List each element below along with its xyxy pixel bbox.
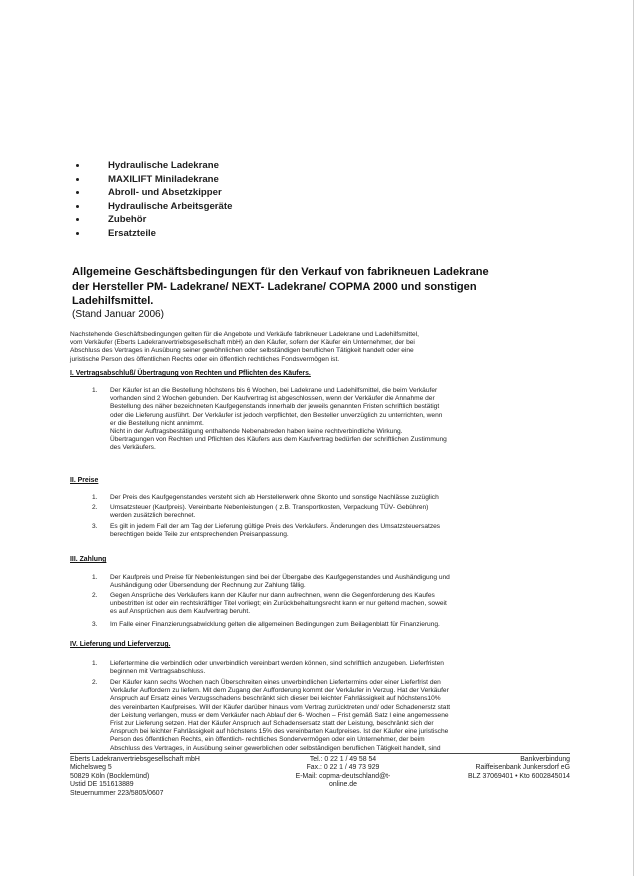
intro-line: Abschluss des Vertrages in Ausübung seiner gewöhnlichen oder selbständigen beruflichen Tätigkeit handelt oder eine	[70, 347, 414, 355]
clause-text	[110, 504, 428, 520]
clause-line: des vereinbarten Kaufpreises. Will der Käufer darüber hinaus vom Vertrag zurücktreten und/ oder Schadenerstz statt	[110, 703, 451, 711]
footer-divider	[70, 753, 570, 754]
clause-number: 2.	[92, 504, 98, 511]
clause-text	[110, 523, 440, 539]
footer-line: Eberts Ladekranvertriebsgesellschaft mbH	[70, 756, 200, 763]
clause-line: Übertragungen von Rechten und Pflichten des Käufers aus dem Kaufvertrag bedürfen der schriftlichen Zustimmung	[110, 436, 447, 444]
product-label: Ersatzteile	[108, 227, 156, 239]
product-label: Zubehör	[108, 214, 147, 226]
clause-line: Es gilt in jedem Fall der am Tag der Lieferung gültige Preis des Verkäufers. Änderungen des Umsatzsteuersatzes	[110, 523, 441, 530]
clause-number: 1.	[92, 494, 98, 501]
clause-line: vorhanden sind 2 Wochen gebunden. Der Kaufvertrag ist abgeschlossen, wenn der Verkäufer die Annahme der	[110, 395, 435, 403]
clause-line: der Leistung verlangen, muss er dem Verkäufer nach Ablauf der 6- Wochen – Frist gemäß Satz l eine angemessene	[110, 711, 449, 719]
clause-number: 3.	[92, 621, 98, 628]
page-edge	[633, 0, 634, 876]
clause-text	[110, 494, 439, 502]
product-item	[76, 186, 232, 200]
bullet-icon	[76, 191, 79, 194]
product-label: Hydraulische Ladekrane	[108, 160, 219, 171]
clause-text	[110, 621, 440, 629]
clause-line: er die Bestellung nicht annimmt.	[110, 419, 204, 427]
product-label: Hydraulische Arbeitsgeräte	[108, 200, 233, 212]
footer-line: 50829 Köln (Bocklemünd)	[70, 772, 150, 780]
clause-line: Frist zur Lieferung setzen. Hat der Käufer Anspruch auf Schadensersatz statt der Leistung, beschränkt sich der	[110, 720, 434, 728]
section-heading-vertragsabschluss: I. Vertragsabschluß/ Übertragung von Rechten und Pflichten des Käufers.	[70, 370, 311, 377]
clause-line: des Verkäufers.	[110, 444, 156, 452]
product-item	[76, 213, 232, 227]
clause-text	[110, 660, 444, 676]
clause-line: Der Käufer ist an die Bestellung höchstens bis 6 Wochen, bei Ladekrane und Ladehilfsmittel, die beim Verkäufer	[110, 387, 438, 394]
product-label: Abroll- und Absetzkipper	[108, 187, 222, 199]
clause-line: Der Preis des Kaufgegenstandes versteht sich ab Herstellerwerk ohne Skonto und sonstige Nachlässe zuzüglich	[110, 494, 439, 501]
title-line: Ladehilfsmittel.	[72, 295, 154, 308]
title-line: der Hersteller PM- Ladekrane/ NEXT- Ladekrane/ COPMA 2000 und sonstigen	[72, 280, 477, 293]
footer-line: Tel.: 0 22 1 / 49 58 54	[309, 756, 377, 763]
clause-number: 3.	[92, 523, 98, 530]
footer-line: Raiffeisenbank Junkersdorf eG	[475, 764, 570, 772]
clause-line: Der Kaufpreis und Preise für Nebenleistungen sind bei der Übergabe des Kaufgegenstandes und Aushändigung und	[110, 574, 450, 581]
clause-line: beginnen mit Vertragsabschluss.	[110, 668, 206, 676]
clause-line: Person des öffentlichen Rechts, ein öffentlich- rechtliches Sondervermögen oder ein Unternehmer, der beim	[110, 736, 425, 744]
clause-text	[110, 679, 450, 753]
clause-line: Gegen Ansprüche des Verkäufers kann der Käufer nur dann aufrechnen, wenn die Gegenforderung des Kaufes	[110, 592, 435, 599]
clause-line: Aushändigung oder Übersendung der Rechnung zur Zahlung fällig.	[110, 582, 306, 590]
footer-line: BLZ 37069401 • Kto 6002845014	[467, 772, 570, 780]
clause-line: Bestellung des näher bezeichneten Kaufgegenstands innerhalb der jeweils genannten Fristen schriftlich bestätigt	[110, 403, 440, 411]
clause-line: Nicht in der Auftragsbestätigung enthaltende Nebenabreden haben keine rechtverbindliche Wirkung.	[110, 428, 403, 436]
clause-number: 1.	[92, 660, 98, 667]
clause-line: Umsatzsteuer (Kaufpreis). Vereinbarte Nebenleistungen ( z.B. Transportkosten, Verpackung TÜV- Gebühren)	[110, 504, 429, 511]
footer-bank	[420, 756, 570, 781]
bullet-icon	[76, 205, 79, 208]
intro-line: juristische Person des öffentlichen Rechts oder ein öffentlich rechtliches Fondsvermögen ist.	[70, 355, 340, 363]
clause-line: Abschluss des Vertrages, in Ausübung seiner gewerblichen oder selbständigen beruflichen Tätigkeit handelt, sind	[110, 744, 441, 752]
clause-text	[110, 387, 447, 453]
clause-number: 2.	[92, 679, 98, 686]
title-line: Allgemeine Geschäftsbedingungen für den Verkauf von fabrikneuen Ladekrane	[72, 266, 489, 278]
clause-text	[110, 574, 450, 590]
product-list	[76, 159, 232, 241]
footer-line: online.de	[329, 781, 357, 789]
product-item	[76, 227, 232, 241]
clause-number: 1.	[92, 387, 98, 394]
bullet-icon	[76, 232, 79, 235]
product-item	[76, 173, 232, 187]
product-label: MAXILIFT Miniladekrane	[108, 173, 219, 185]
clause-text	[110, 592, 447, 617]
clause-line: Liefertermine die verbindlich oder unverbindlich vereinbart werden können, sind schriftlich anzugeben. Lieferfristen	[110, 660, 444, 667]
footer-line: E-Mail: copma-deutschland@t-	[295, 772, 391, 780]
clause-line: werden zusätzlich berechnet.	[110, 512, 196, 520]
footer-line: Fax.: 0 22 1 / 49 73 929	[306, 764, 380, 772]
footer-contact	[268, 756, 418, 790]
clause-line: oder die Lieferung ausführt. Der Verkäufer ist jedoch verpflichtet, den Besteller unverzüglich zu unterrichten, wenn	[110, 411, 443, 419]
product-item	[76, 159, 232, 173]
footer-company	[70, 756, 200, 798]
document-date: (Stand Januar 2006)	[72, 309, 165, 320]
document-title	[72, 265, 592, 309]
footer-line: Michelsweg 5	[70, 764, 112, 772]
clause-line: Anspruch auf Ersatz eines Verzugsschadens beschränkt sich dieser bei leichter Fahrlässigkeit auf höchstens10%	[110, 695, 441, 703]
clause-line: berechtigen beide Teile zur entsprechenden Preisanpassung.	[110, 531, 289, 539]
product-item	[76, 200, 232, 214]
clause-line: Im Falle einer Finanzierungsabwicklung gelten die allgemeinen Bedingungen zum Beilagenblatt für Finanzierung.	[110, 621, 440, 628]
footer-line: Bankverbindung	[520, 756, 570, 763]
clause-line: unbestritten ist oder ein rechtskräftiger Titel vorliegt; ein Zurückbehaltungsrecht kann er nur geltend machen, soweit	[110, 600, 447, 608]
bullet-icon	[76, 164, 79, 167]
clause-line: es auf Ansprüchen aus dem Kaufvertrag beruht.	[110, 608, 251, 616]
intro-line: Nachstehende Geschäftsbedingungen gelten für die Angebote und Verkäufe fabrikneuer Ladekrane und Ladehilfsmittel,	[70, 331, 419, 338]
footer-line: Ustid DE 151613889	[70, 781, 134, 789]
section-heading-lieferung: IV. Lieferung und Lieferverzug.	[70, 641, 171, 648]
intro-line: vom Verkäufer (Eberts Ladekranvertriebsgesellschaft mbH) an den Käufer, sofern der Käufer ein Unternehmer, der bei	[70, 339, 415, 347]
intro-paragraph	[70, 331, 575, 364]
clause-number: 2.	[92, 592, 98, 599]
clause-number: 1.	[92, 574, 98, 581]
section-heading-preise: II. Preise	[70, 477, 99, 484]
clause-line: Anspruch bei leichter Fahrlässigkeit auf höchstens 15% des vereinbarten Kaufpreises. Ist der Käufer eine juristische	[110, 728, 449, 736]
clause-line: Der Käufer kann sechs Wochen nach Überschreiten eines unverbindlichen Liefertermins oder einer Lieferfrist den	[110, 679, 441, 686]
section-heading-zahlung: III. Zahlung	[70, 556, 107, 563]
clause-line: Verkäufer Auffordern zu liefern. Mit dem Zugang der Aufforderung kommt der Verkäufer in Verzug. Hat der Verkäufer	[110, 687, 449, 695]
bullet-icon	[76, 218, 79, 221]
footer-line: Steuernummer 223/5805/0607	[70, 789, 164, 797]
bullet-icon	[76, 178, 79, 181]
